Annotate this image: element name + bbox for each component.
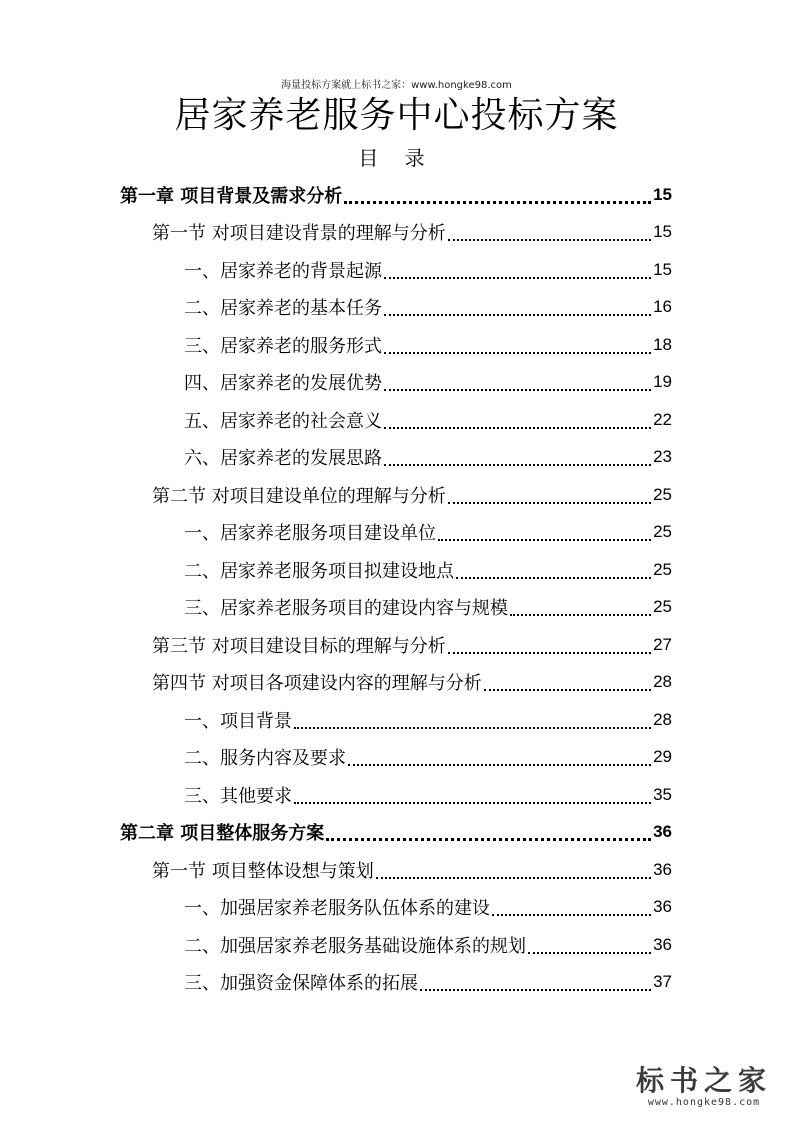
toc-entry-label: 第二章 项目整体服务方案 (120, 823, 325, 845)
toc-entry-page-number: 36 (653, 822, 672, 842)
toc-entry[interactable] (120, 739, 672, 777)
toc-entry-page-number: 15 (653, 184, 672, 204)
toc-entry[interactable] (120, 401, 672, 439)
toc-dot-leader (492, 914, 651, 916)
toc-entry-label: 二、居家养老的基本任务 (184, 298, 382, 320)
toc-entry[interactable] (120, 964, 672, 1002)
table-of-contents (120, 176, 672, 1001)
toc-entry-label: 二、服务内容及要求 (184, 748, 346, 770)
toc-entry[interactable] (120, 889, 672, 927)
toc-dot-leader (528, 952, 651, 954)
toc-entry-page-number: 36 (653, 897, 672, 917)
toc-entry-page-number: 25 (653, 559, 672, 579)
toc-entry-page-number: 27 (653, 634, 672, 654)
toc-dot-leader (348, 764, 651, 766)
toc-dot-leader (456, 577, 651, 579)
toc-dot-leader (510, 614, 651, 616)
toc-dot-leader (384, 464, 651, 466)
toc-entry-label: 一、居家养老的背景起源 (184, 260, 382, 282)
toc-dot-leader (448, 652, 651, 654)
toc-entry-page-number: 37 (653, 972, 672, 992)
toc-entry-page-number: 23 (653, 447, 672, 467)
toc-entry-page-number: 29 (653, 747, 672, 767)
toc-entry[interactable] (120, 664, 672, 702)
toc-entry[interactable] (120, 589, 672, 627)
toc-dot-leader (438, 539, 651, 541)
toc-dot-leader (326, 838, 651, 841)
toc-entry-label: 一、加强居家养老服务队伍体系的建设 (184, 898, 490, 920)
toc-dot-leader (344, 201, 651, 204)
toc-entry[interactable] (120, 176, 672, 214)
logo-url: www.hongke98.com (647, 1097, 761, 1108)
toc-entry-label: 第四节 对项目各项建设内容的理解与分析 (152, 673, 482, 695)
toc-entry[interactable] (120, 289, 672, 327)
toc-entry[interactable] (120, 814, 672, 852)
toc-entry-label: 五、居家养老的社会意义 (184, 410, 382, 432)
brand-logo (629, 1065, 779, 1108)
toc-entry-page-number: 28 (653, 672, 672, 692)
toc-entry[interactable] (120, 776, 672, 814)
document-title: 居家养老服务中心投标方案 (174, 95, 619, 136)
toc-entry[interactable] (120, 851, 672, 889)
toc-entry-label: 二、加强居家养老服务基础设施体系的规划 (184, 935, 526, 957)
toc-dot-leader (448, 502, 651, 504)
toc-entry[interactable] (120, 214, 672, 252)
toc-heading: 目 录 (358, 146, 435, 170)
toc-entry[interactable] (120, 251, 672, 289)
toc-entry[interactable] (120, 514, 672, 552)
toc-entry-page-number: 36 (653, 859, 672, 879)
toc-entry[interactable] (120, 364, 672, 402)
toc-entry-page-number: 25 (653, 522, 672, 542)
toc-entry[interactable] (120, 326, 672, 364)
toc-entry-page-number: 16 (653, 297, 672, 317)
toc-entry-label: 第三节 对项目建设目标的理解与分析 (152, 635, 446, 657)
header-note: 海量投标方案就上标书之家：www.hongke98.com (281, 80, 512, 91)
toc-dot-leader (294, 727, 651, 729)
toc-entry[interactable] (120, 476, 672, 514)
toc-entry-page-number: 25 (653, 597, 672, 617)
toc-entry-page-number: 15 (653, 259, 672, 279)
toc-entry-label: 第一章 项目背景及需求分析 (120, 185, 343, 207)
toc-entry[interactable] (120, 701, 672, 739)
toc-dot-leader (384, 277, 651, 279)
toc-entry[interactable] (120, 626, 672, 664)
toc-entry-label: 三、居家养老服务项目的建设内容与规模 (184, 598, 508, 620)
toc-entry-page-number: 28 (653, 709, 672, 729)
toc-entry-page-number: 22 (653, 409, 672, 429)
toc-entry-page-number: 18 (653, 334, 672, 354)
toc-dot-leader (384, 314, 651, 316)
toc-entry-label: 二、居家养老服务项目拟建设地点 (184, 560, 454, 582)
toc-dot-leader (376, 877, 651, 879)
toc-entry-page-number: 15 (653, 222, 672, 242)
toc-entry-label: 三、居家养老的服务形式 (184, 335, 382, 357)
logo-text: 标书之家 (635, 1064, 772, 1097)
toc-entry-label: 第一节 项目整体设想与策划 (152, 860, 374, 882)
toc-entry-label: 三、加强资金保障体系的拓展 (184, 973, 418, 995)
toc-entry-label: 一、项目背景 (184, 710, 292, 732)
toc-entry-label: 第二节 对项目建设单位的理解与分析 (152, 485, 446, 507)
toc-entry-page-number: 19 (653, 372, 672, 392)
toc-dot-leader (484, 689, 651, 691)
toc-dot-leader (384, 389, 651, 391)
toc-entry[interactable] (120, 926, 672, 964)
toc-dot-leader (384, 352, 651, 354)
toc-dot-leader (384, 427, 651, 429)
toc-entry-page-number: 36 (653, 934, 672, 954)
toc-entry-label: 四、居家养老的发展优势 (184, 373, 382, 395)
toc-dot-leader (448, 239, 651, 241)
toc-entry-label: 六、居家养老的发展思路 (184, 448, 382, 470)
toc-entry[interactable] (120, 551, 672, 589)
toc-entry-label: 一、居家养老服务项目建设单位 (184, 523, 436, 545)
toc-entry-page-number: 25 (653, 484, 672, 504)
toc-entry[interactable] (120, 439, 672, 477)
toc-dot-leader (420, 989, 651, 991)
toc-entry-label: 三、其他要求 (184, 785, 292, 807)
toc-entry-label: 第一节 对项目建设背景的理解与分析 (152, 223, 446, 245)
toc-dot-leader (294, 802, 651, 804)
toc-entry-page-number: 35 (653, 784, 672, 804)
